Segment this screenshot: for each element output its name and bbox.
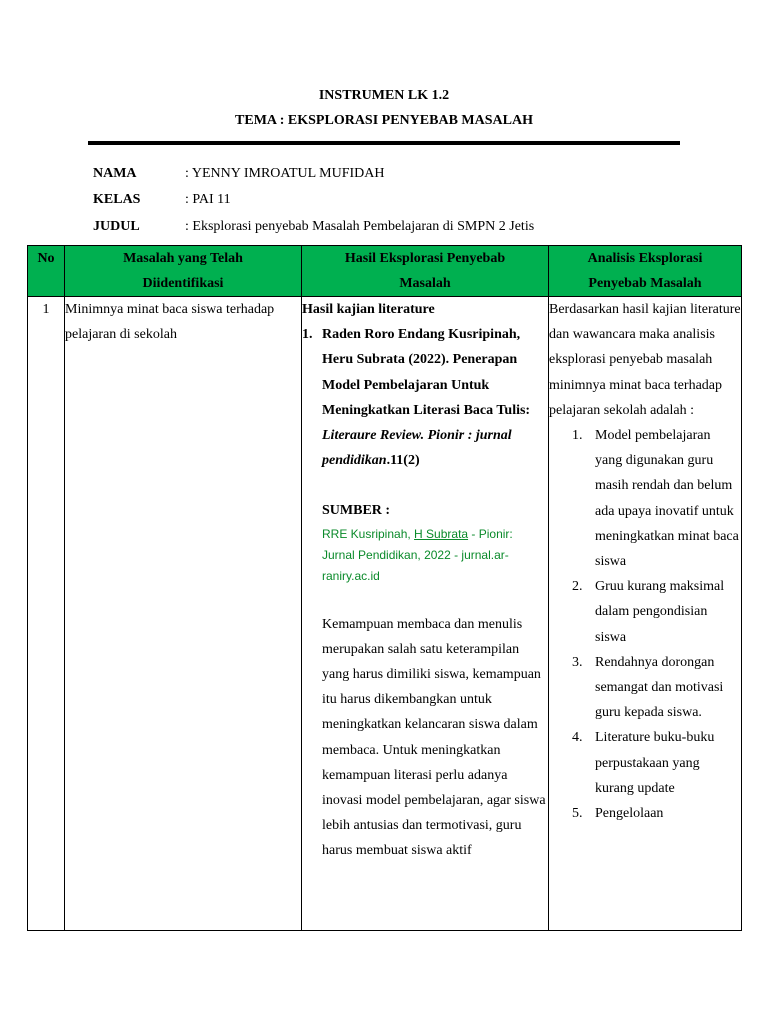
reference-authors: Raden Roro Endang Kusripinah, Heru Subrata (2022). Penerapan Model Pembelajaran Untuk Meningkatkan Literasi Baca Tulis:	[322, 327, 531, 418]
reference-list	[302, 322, 548, 473]
source-author-link[interactable]: H Subrata	[414, 526, 469, 541]
list-item	[549, 574, 741, 650]
item-number: 1.	[572, 428, 583, 444]
analisis-cell	[549, 297, 742, 931]
meta-value: : YENNY IMROATUL MUFIDAH	[185, 166, 385, 181]
column-header-masalah: Masalah yang Telah Diidentifikasi	[65, 246, 302, 297]
analisis-list	[549, 423, 741, 826]
item-text: Model pembelajaran yang digunakan guru masih rendah dan belum ada upaya inovatif untuk meningkatkan minat baca siswa	[595, 428, 739, 570]
meta-key: NAMA	[93, 166, 137, 181]
item-number: 4.	[572, 730, 583, 746]
hasil-heading: Hasil kajian literature	[302, 302, 435, 317]
column-header-no: No	[28, 246, 65, 297]
item-number: 3.	[572, 654, 583, 670]
item-text: Literature buku-buku perpustakaan yang kurang update	[595, 730, 715, 796]
source-text: RRE Kusripinah,	[322, 526, 415, 541]
column-header-hasil: Hasil Eksplorasi Penyebab Masalah	[302, 246, 549, 297]
document-title: INSTRUMEN LK 1.2	[318, 88, 450, 103]
table-row	[28, 297, 742, 931]
document-subtitle: TEMA : EKSPLORASI PENYEBAB MASALAH	[235, 113, 533, 128]
list-item	[549, 650, 741, 726]
item-text: Pengelolaan	[595, 806, 664, 822]
list-item	[549, 801, 741, 826]
reference-journal: Literaure Review. Pionir : jurnal pendidikan	[322, 428, 512, 469]
literature-paragraph: Kemampuan membaca dan menulis merupakan salah satu keterampilan yang harus dimiliki siswa, kemampuan itu harus dikembangkan untuk meningkatkan kelancaran siswa dalam membaca. Untuk meningkatkan kemampuan literasi perlu adanya inovasi model pembelajaran, agar siswa lebih antusias dan termotivasi, guru harus membuat siswa aktif	[322, 616, 546, 859]
meta-key: JUDUL	[93, 219, 140, 234]
reference-item	[302, 322, 548, 473]
column-header-analisis: Analisis Eksplorasi Penyebab Masalah	[549, 246, 742, 297]
reference-volume: .11(2)	[386, 453, 420, 469]
item-number: 2.	[572, 579, 583, 595]
analisis-intro: Berdasarkan hasil kajian literature dan wawancara maka analisis eksplorasi penyebab masalah minimnya minat baca terhadap pelajaran sekolah adalah :	[549, 302, 741, 418]
meta-value: : Eksplorasi penyebab Masalah Pembelajaran di SMPN 2 Jetis	[185, 219, 535, 234]
source-text: - Pionir: Jurnal Pendidikan, 2022 - jurnal.ar-raniry.ac.id	[322, 526, 513, 583]
row-number: 1	[28, 297, 65, 931]
meta-key: KELAS	[93, 192, 141, 207]
item-text: Gruu kurang maksimal dalam pengondisian siswa	[595, 579, 725, 645]
title-divider	[88, 141, 680, 145]
meta-value: : PAI 11	[185, 192, 231, 207]
item-text: Rendahnya dorongan semangat dan motivasi guru kepada siswa.	[595, 654, 724, 721]
masalah-cell: Minimnya minat baca siswa terhadap pelajaran di sekolah	[65, 297, 302, 931]
reference-number: 1.	[302, 327, 313, 343]
list-item	[549, 725, 741, 801]
list-item	[549, 423, 741, 574]
hasil-cell	[302, 297, 549, 931]
worksheet-table	[27, 245, 742, 931]
table-header-row	[28, 246, 742, 297]
sumber-label: SUMBER :	[322, 503, 391, 519]
item-number: 5.	[572, 806, 583, 822]
source-citation	[302, 524, 548, 587]
